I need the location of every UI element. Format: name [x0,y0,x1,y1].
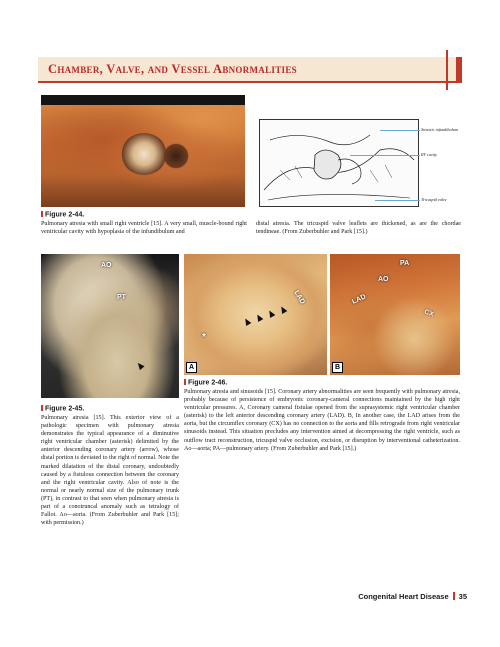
page-footer [358,592,467,601]
anatomy-sketch [260,120,418,206]
section-title: Chamber, Valve, and Vessel Abnormalities [48,62,297,76]
arrow-icon [243,317,252,326]
figure-2-44-photo [41,95,245,207]
label-lad-a: LAD [292,289,306,306]
label-pa: PA [400,260,410,267]
figure-2-45-photo [41,254,179,398]
label-ao: AO [101,262,112,269]
figure-2-44-label: Figure 2-44. [41,211,84,219]
figure-2-44-line-drawing [259,119,419,207]
figure-2-44-caption-left: Pulmonary atresia with small right ventricle [15]. A very small, muscle-bound right ventricular cavity with hypoplasia of the infundibulum and [41,221,247,236]
figure-2-46-panel-a-photo [184,254,327,375]
arrow-icon [255,313,264,322]
figure-2-46-panel-b-photo [330,254,460,375]
callout-tricuspid-valve: Tricuspid valve [421,197,447,202]
asterisk-mark: * [202,332,206,343]
panel-letter-b: B [332,362,343,373]
footer-section-title: Congenital Heart Disease [358,592,449,601]
arrow-icon [135,361,144,370]
figure-2-45-caption: Pulmonary atresia [15]. This exterior view of a pathologic specimen with pulmonary atresia demonstrates the typical appearance of a diminutive right ventricular chamber (asterisk) delimited by the anterior descending coronary artery (arrow), whose distal portion is deviated to the right of normal. Note the marked dilatation of the distal coronary, undoubtedly caused by a fistulous connection between the coronary and the right ventricular cavity. Also of note is the normal or nearly normal size of the pulmonary trunk (PT), in contrast to that seen when pulmonary atresia is part of a conotruncal anomaly such as tetralogy of Fallot. Ao—aorta. (From Zuberbuhler and Park [15]; with permission.) [41,415,179,527]
figure-2-46-caption: Pulmonary atresia and sinusoids [15]. Coronary artery abnormalities are seen frequently with pulmonary atresia, probably because of persistence of embryonic coronary-cameral connections maintained by the high right ventricular pressures. A, Coronary cameral fistulae opened from the suprasystemic right ventricular chamber (asterisk) to the left anterior descending coronary artery (LAD). B, In another case, the LAD arises from the aorta, but the circumflex coronary (CX) has no connection to the aorta and fills retrograde from right ventricular sinusoids instead. This situation precludes any intervention aimed at decompressing the right ventricle, such as outflow tract reconstruction, tricuspid valve occlusion, excision, or disruption by interventional catheterization. Ao—aorta; PA—pulmonary artery. (From Zuberbuhler and Park [15].) [184,389,460,452]
page-number: 35 [458,592,467,601]
banner-accent-line [446,50,448,90]
label-pt: PT [117,294,126,301]
figure-2-45-label: Figure 2-45. [41,405,84,413]
figure-2-44-caption-right: distal atresia. The tricuspid valve leaflets are thickened, as are the chordae tendineae. (From Zuberbuhler and Park [15].) [256,221,461,236]
label-lad-b: LAD [351,293,368,306]
callout-stenotic-infundibulum: Stenotic infundibulum [421,127,458,132]
callout-rv-cavity: RV cavity [421,152,438,157]
footer-separator [453,592,455,600]
figure-2-46-label: Figure 2-46. [184,379,227,387]
label-ao-b: AO [378,276,389,283]
arrow-icon [279,305,288,314]
label-cx: CX [423,308,435,319]
section-header-banner [38,57,462,83]
panel-letter-a: A [186,362,197,373]
arrow-icon [267,309,276,318]
